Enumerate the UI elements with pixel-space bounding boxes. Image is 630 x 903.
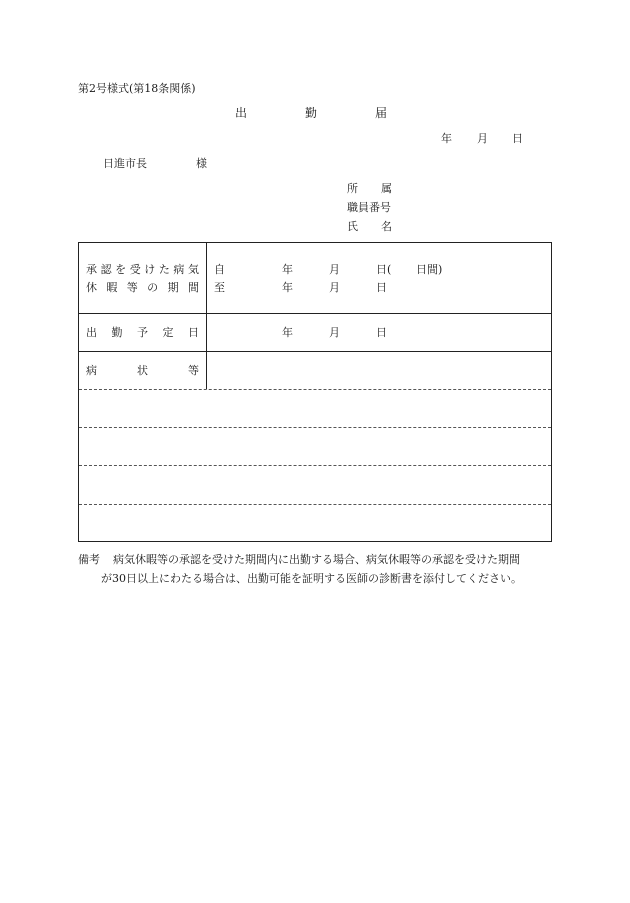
label-char: 認: [100, 263, 112, 276]
title-char: 勤: [304, 106, 317, 120]
label-char: 勤: [111, 326, 123, 339]
label-char: 予: [137, 326, 148, 339]
dashed-line: [79, 465, 551, 466]
period-from-prefix: 自: [214, 263, 225, 276]
return-date-year: 年: [282, 326, 293, 339]
label-char: 休: [86, 281, 97, 294]
label-char: 承: [86, 263, 97, 276]
label-char: 気: [187, 263, 199, 276]
period-from-day: 日(: [376, 263, 392, 276]
label-char: 間: [187, 281, 199, 294]
label-char: 等: [188, 364, 199, 377]
form-number: 第2号様式(第18条関係): [78, 82, 196, 95]
label-char: を: [115, 263, 127, 276]
affiliation-label: [347, 183, 392, 194]
employee-number-label: 職員番号: [347, 201, 391, 214]
return-date-day: 日: [376, 326, 387, 339]
label-char: 受: [129, 263, 141, 276]
notes-line2: が30日以上にわたる場合は、出勤可能を証明する医師の診断書を添付してください。: [101, 572, 522, 585]
period-to-year: 年: [282, 281, 293, 294]
row-divider: [79, 351, 551, 352]
period-from-month: 月: [329, 263, 340, 276]
period-days-count: 日間): [416, 263, 443, 276]
name-label: [347, 221, 392, 232]
affiliation-char: 属: [381, 182, 392, 195]
label-char: た: [158, 263, 170, 276]
label-char: 病: [86, 364, 97, 377]
period-to-month: 月: [329, 281, 340, 294]
row-divider: [79, 313, 551, 314]
form-table: [78, 242, 552, 542]
date-month-label: 月: [477, 132, 488, 145]
page-title: [235, 107, 387, 119]
return-date-label: [86, 327, 199, 338]
notes-line1: 病気休暇等の承認を受けた期間内に出勤する場合、病気休暇等の承認を受けた期間: [113, 553, 520, 566]
addressee-name: 日進市長: [103, 157, 147, 170]
date-day-label: 日: [512, 132, 523, 145]
label-char: 出: [86, 326, 97, 339]
dashed-line: [79, 504, 551, 505]
period-from-year: 年: [282, 263, 293, 276]
label-char: 定: [162, 326, 174, 339]
label-char: 日: [188, 326, 199, 339]
notes-label: 備考: [78, 553, 100, 566]
label-char: け: [144, 263, 156, 276]
title-char: 出: [235, 106, 248, 120]
title-char: 届: [374, 106, 387, 120]
leave-period-label-line2: [86, 282, 199, 293]
dashed-line: [79, 389, 551, 390]
name-char: 氏: [347, 220, 358, 233]
addressee-honorific: 様: [196, 157, 207, 170]
label-char: 等: [126, 281, 138, 294]
period-to-prefix: 至: [214, 281, 225, 294]
leave-period-label-line1: [86, 264, 199, 275]
label-char: 病: [173, 263, 185, 276]
date-year-label: 年: [441, 132, 452, 145]
affiliation-char: 所: [347, 182, 358, 195]
label-column-divider: [206, 243, 207, 389]
label-char: 期: [167, 281, 179, 294]
dashed-line: [79, 427, 551, 428]
label-char: 状: [137, 364, 148, 377]
period-to-day: 日: [376, 281, 387, 294]
label-char: の: [147, 281, 159, 294]
label-char: 暇: [106, 281, 118, 294]
return-date-month: 月: [329, 326, 340, 339]
name-char: 名: [381, 220, 392, 233]
symptoms-label: [86, 365, 199, 376]
